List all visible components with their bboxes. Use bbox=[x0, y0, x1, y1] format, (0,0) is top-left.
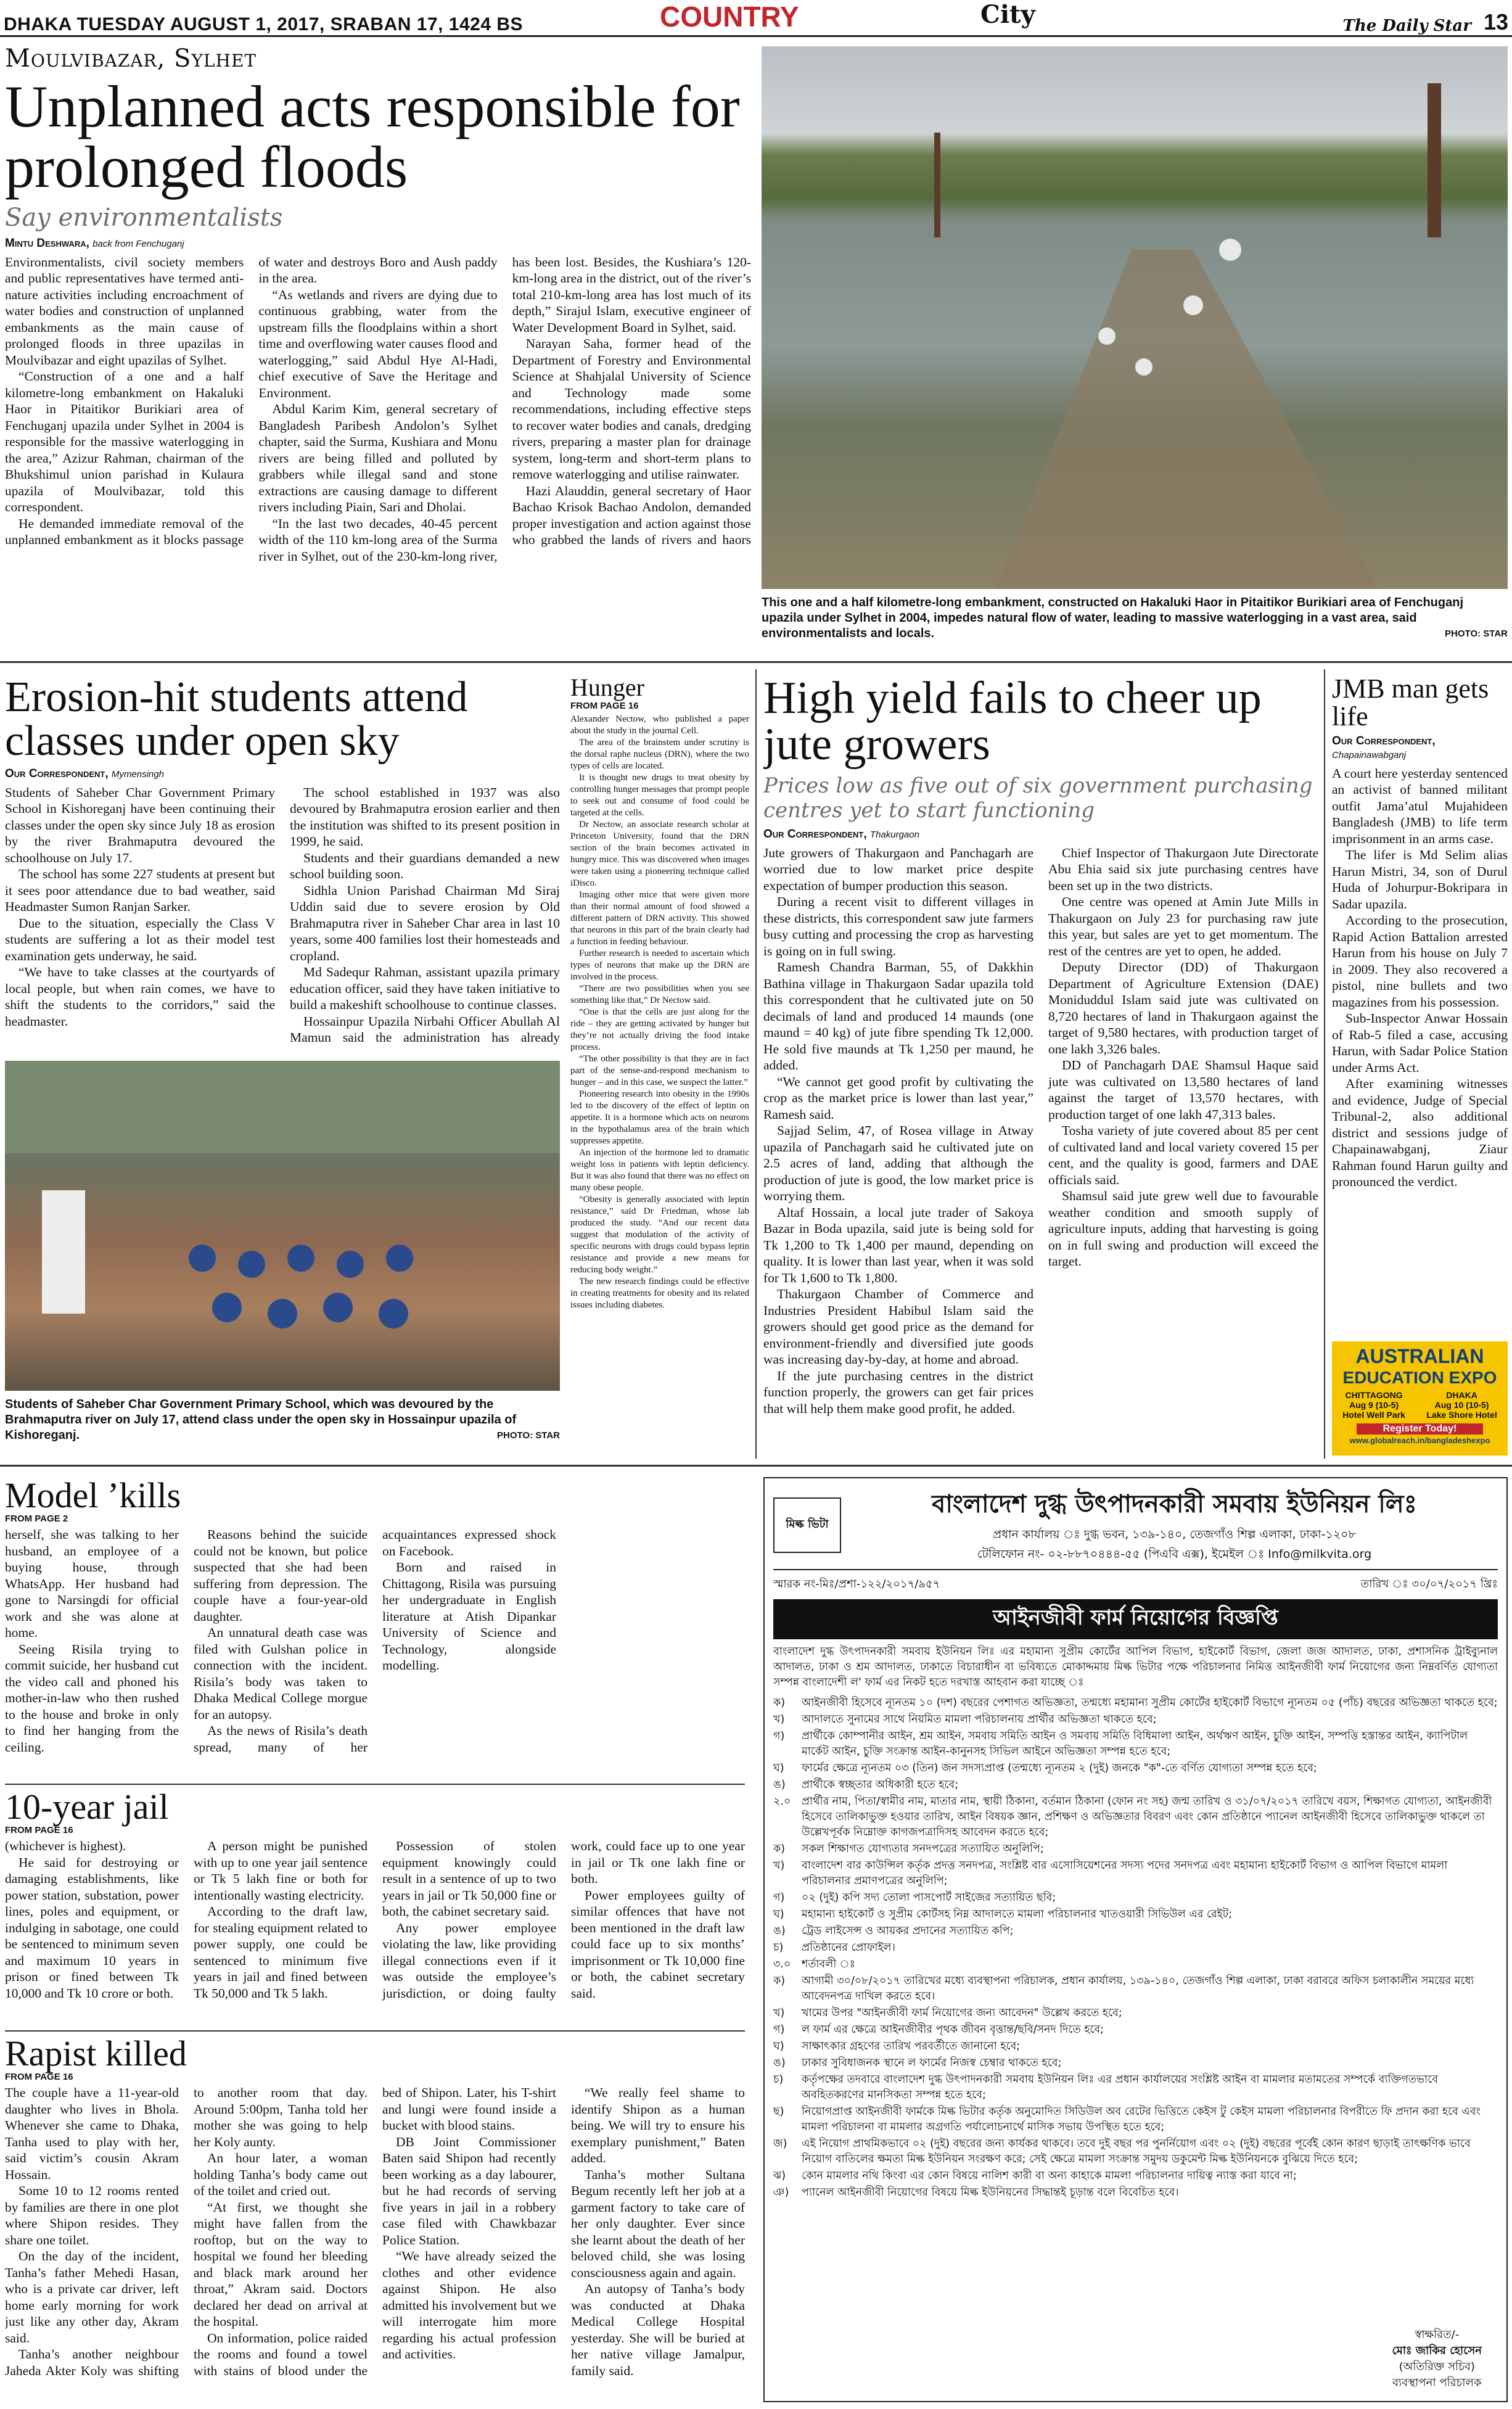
item-text: সকল শিক্ষাগত যোগ্যতার সনদপত্রের সত্যায়িত অনুলিপি; bbox=[802, 1843, 1044, 1855]
jute-subhead: Prices low as five out of six government purchasing centres yet to start functioning bbox=[763, 773, 1313, 823]
paragraph: Md Sadequr Rahman, assistant upazila primary education officer, said they have taken initiative to build a makeshift schoolhouse to continue classes. bbox=[290, 965, 560, 1013]
paragraph: Tanha’s mother Sultana Begum recently left her job at a garment factory to take care of her only daughter. Ever since she learnt about the death of her beloved child, she was losing consciousness again and again. bbox=[571, 2167, 745, 2280]
notice-item bbox=[773, 1890, 1498, 1906]
notice-item bbox=[773, 1924, 1498, 1939]
item-marker: ঙ) bbox=[773, 2057, 786, 2069]
erosion-photo bbox=[5, 1061, 560, 1391]
milk-vita-logo: মিল্ক ভিটা bbox=[773, 1497, 841, 1553]
paragraph: Imaging other mice that were given more than their normal amount of food showed a different pattern of DRN activity. This showed that neurons in this part of the brain clearly had a function in feeding behaviour. bbox=[570, 889, 749, 947]
paragraph: According to the prosecution, Rapid Action Battalion arrested Harun from his house on July 7 in 2009. They also recovered a pistol, nine bullets and two magazines from his possession. bbox=[1332, 913, 1508, 1010]
paragraph: Hossainpur Upazila Nirbahi Officer Abullah Al Mamun said the administration has already bbox=[290, 1013, 560, 1045]
flood-article bbox=[5, 44, 751, 661]
paragraph: He said for destroying or damaging establishments, like power station, substation, power lines, poles and equipment, or indulging in sabotage, one could be sentenced to minimum seven and maximum 10 years in prison or fined between Tk 10,000 and Tk 10 crore or both. bbox=[5, 1855, 179, 2001]
ad-line2: EDUCATION EXPO bbox=[1342, 1368, 1497, 1387]
notice-intro: বাংলাদেশ দুগ্ধ উৎপাদনকারী সমবায় ইউনিয়ন লিঃ এর মহামান্য সুপ্রীম কোর্টের আপিল বিভাগ, হাইকোর্ট বিভাগ, জেলা জজ আদালত, ঢাকা, প্রশাসনিক ট্রাইব্যুনাল আদালত, ঢাকা ও শ্রম আদালত, ঢাকাতে বিচারাধীন বা ভবিষ্যতে মোকাদ্দমায় মিল্ক ভিটার পক্ষে পরিচালনার নিমিত্ত আইনজীবী ফার্ম নিয়োগের জন্য নিম্নবর্ণিত যোগ্যতা সম্পন্ন বাংলাদেশী ল' ফার্ম এর নিকট হতে দরখাস্ত আহবান করা যাচ্ছে ঃ bbox=[773, 1645, 1498, 1689]
notice-item bbox=[773, 2072, 1498, 2103]
notice-item bbox=[773, 1858, 1498, 1889]
hunger-body bbox=[570, 714, 749, 1441]
item-text: ঢাকার সুবিধাজনক স্থানে ল ফার্মের নিজস্ব চেম্বার থাকতে হবে; bbox=[802, 2057, 1062, 2069]
rapist-body bbox=[5, 2085, 745, 2393]
jute-body bbox=[763, 845, 1318, 1431]
item-marker: চ) bbox=[773, 2073, 784, 2086]
item-text: শর্তাবলী ঃ bbox=[802, 1958, 855, 1970]
ad-city1: CHITTAGONG bbox=[1345, 1390, 1403, 1400]
hunger-jump: FROM PAGE 16 bbox=[570, 700, 639, 711]
notice-item bbox=[773, 1940, 1498, 1956]
item-marker: ২.০ bbox=[773, 1795, 791, 1808]
item-text: আইনজীবী হিসেবে ন্যূনতম ১০ (দশ) বছরের পেশাগত অভিজ্ঞতা, তন্মধ্যে মহামান্য সুপ্রীম কোর্টের হাইকোর্ট বিভাগে ন্যূনতম ০৫ (পাঁচ) বছরের অভিজ্ঞতা থাকতে হবে; bbox=[802, 1697, 1498, 1709]
sig-label: স্বাক্ষরিত/- bbox=[1415, 2328, 1460, 2341]
subsection-name: City bbox=[980, 0, 1035, 29]
item-marker: ঘ) bbox=[773, 1908, 784, 1921]
item-text: এই নিয়োগ প্রাথমিকভাবে ০২ (দুই) বছরের জন্য কার্যকর থাকবে। তবে দুই বছর পর পুনর্নিয়োগ এবং ০২ (দুই) বছরের পূর্বেই কোন কারণ ছাড়াই তাৎক্ষণিক ভাবে নিয়োগ বাতিলের ক্ষমতা মিল্ক ইউনিয়ন সংরক্ষণ করে; সেই ক্ষেত্রে মামলা সংক্রান্ত সমুদয় ডকুমেন্ট মিল্ক ইউনিয়নকে বুঝিয়ে দিতে হবে; bbox=[802, 2138, 1471, 2165]
paragraph: Hazi Alauddin, general secretary of Haor Bachao Krisok Bachao Andolon, demanded proper investigation and action against those who grabbed the lands of rivers and haors bbox=[512, 483, 751, 548]
column-rule bbox=[755, 669, 757, 1459]
paragraph: An hour later, a woman holding Tanha’s body came out of the toilet and cried out. bbox=[194, 2151, 368, 2199]
dateline: DHAKA TUESDAY AUGUST 1, 2017, SRABAN 17, 1424 BS bbox=[4, 14, 524, 35]
photo-credit: PHOTO: STAR bbox=[497, 1430, 560, 1441]
item-text: আদালতে সুনামের সাথে নিয়মিত মামলা পরিচালনায় প্রার্থীর অভিজ্ঞতা থাকতে হবে; bbox=[802, 1713, 1157, 1726]
paragraph: “We cannot get good profit by cultivating the crop as the market price is lower than last year,” Ramesh said. bbox=[763, 1074, 1033, 1122]
paragraph: Chief Inspector of Thakurgaon Jute Directorate Abu Ehia said six jute purchasing centres have been set up in the two districts. bbox=[1048, 845, 1318, 893]
paragraph: An injection of the hormone led to dramatic weight loss in patients with leptin deficiency. But it was also found that there was no effect on many obese people. bbox=[570, 1147, 749, 1193]
item-marker: খ) bbox=[773, 1713, 785, 1726]
paragraph: The couple have a 11-year-old daughter who lives in Bhola. Whenever she came to Dhaka, Tanha used to play with her, said victim’s cousin Akram Hossain. bbox=[5, 2085, 179, 2182]
paragraph: If the jute purchasing centres in the district function properly, the growers can get fair prices that will help them make good profit, he added. bbox=[763, 1368, 1033, 1416]
item-text: ০২ (দুই) কপি সদ্য তোলা পাসপোর্ট সাইজের সত্যায়িত ছবি; bbox=[802, 1892, 1056, 1904]
page-number: 13 bbox=[1483, 9, 1508, 35]
model-body bbox=[5, 1526, 745, 1767]
byline-location: back from Fenchuganj bbox=[92, 238, 184, 249]
paragraph: (whichever is highest). bbox=[5, 1839, 126, 1854]
notice-item bbox=[773, 2006, 1498, 2021]
paragraph: The area of the brainstem under scrutiny is the dorsal raphe nucleus (DRN), where the two types of cells are located. bbox=[570, 737, 749, 771]
paragraph: Sajjad Selim, 47, of Rosea village in Atway upazila of Panchagarh said he cultivated jute on 2.5 acres of land, adding that although the production of jute is good, the low market price is worrying them. bbox=[763, 1123, 1033, 1204]
erosion-caption bbox=[5, 1397, 560, 1459]
paragraph: An autopsy of Tanha’s body was conducted at Dhaka Medical College Hospital yesterday. She will be buried at her native village Jamalpur, family said. bbox=[571, 2281, 745, 2378]
notice-item bbox=[773, 1842, 1498, 1857]
paragraph: “In the last two decades, 40-45 percent width of the 110 km-long area of the Surma river in Sylhet, out of the 230-km-long river, has been lost. Besides, the Kushiara’s 120-km-long area in the district, out of the river’s total 210-km-long area has lost much of its depth,” Sirajul Islam, executive engineer of Water Development Board in Sylhet, said. bbox=[258, 254, 751, 564]
item-text: ট্রেড লাইসেন্স ও আয়কর প্রদানের সত্যায়িত কপি; bbox=[802, 1925, 1014, 1937]
notice-item bbox=[773, 1907, 1498, 1922]
class-photo-illustration bbox=[5, 1061, 560, 1391]
notice-item bbox=[773, 2022, 1498, 2038]
item-marker: গ) bbox=[773, 1730, 785, 1742]
item-marker: ঙ) bbox=[773, 1925, 786, 1937]
jute-headline: High yield fails to cheer up jute growers bbox=[763, 675, 1262, 770]
notice-phone: টেলিফোন নং- ০২-৮৮৭০৪৪৪-৫৫ (পিএবি এক্স), ইমেইল ঃ Info@milkvita.org bbox=[977, 1547, 1372, 1561]
sig-name: মোঃ জাকির হোসেন bbox=[1392, 2344, 1482, 2357]
paragraph: During a recent visit to different villages in these districts, this correspondent saw jute farmers busy cutting and processing the crop as harvesting is going on in full swing. bbox=[763, 894, 1033, 958]
paragraph: Alexander Nectow, who published a paper about the study in the journal Cell. bbox=[570, 714, 749, 736]
law-firm-notice bbox=[763, 1477, 1508, 2402]
item-marker: ক) bbox=[773, 1697, 786, 1709]
paragraph: Any power employee violating the law, like providing illegal connections even if it was outside the employee’s jurisdiction, or doing faulty work, could face up to one year in jail or Tk one lakh fine or both. bbox=[382, 1839, 745, 2001]
model-jump: FROM PAGE 2 bbox=[5, 1513, 68, 1525]
caption-text: Students of Saheber Char Government Primary School, which was devoured by the Brahmaputra river on July 17, attend class under the open sky in Hossainpur upazila of Kishoreganj. bbox=[5, 1398, 517, 1442]
jmb-headline: JMB man gets life bbox=[1332, 675, 1489, 731]
item-text: বাংলাদেশ বার কাউন্সিল কর্তৃক প্রদত্ত সনদপত্র, সংশ্লিষ্ট বার এসোসিয়েশনের সদস্য পদের সনদপত্র এবং মহামান্য হাইকোর্ট বিভাগ ও আপিল বিভাগে মামলা পরিচালনার প্রমাণপত্রের অনুলিপি; bbox=[802, 1859, 1448, 1887]
item-marker: খ) bbox=[773, 2007, 785, 2019]
education-expo-ad[interactable] bbox=[1332, 1341, 1508, 1456]
flood-photo bbox=[762, 46, 1508, 589]
item-text: প্রার্থীকে কোম্পানীর আইন, শ্রম আইন, সমবায় সমিতি আইন ও সমবায় সমিতি বিধিমালা আইন, অর্থঋণ আইন, চুক্তি আইন, সম্পত্তি হস্তান্তর আইন, ক্যাপিটাল মার্কেট আইন, চুক্তি সংক্রান্ত আইন-কানুনসহ সিভিল আইনে অভিজ্ঞতা সম্পন্ন হতে হবে; bbox=[802, 1730, 1468, 1758]
divider bbox=[5, 2030, 745, 2032]
item-text: প্রার্থীকে স্বচ্ছতার অধিকারী হতে হবে; bbox=[802, 1779, 959, 1791]
paragraph: Pioneering research into obesity in the 1990s led to the discovery of the effect of leptin on appetite. It is a hormone which acts on neurons in the hypothalamus area of the brain which suppresses appetite. bbox=[570, 1089, 749, 1146]
notice-item bbox=[773, 1957, 1498, 1972]
notice-items bbox=[773, 1695, 1498, 2201]
photo-credit: PHOTO: STAR bbox=[1445, 628, 1508, 639]
jail-jump: FROM PAGE 16 bbox=[5, 1825, 73, 1836]
notice-item bbox=[773, 2185, 1498, 2201]
item-marker: খ) bbox=[773, 1859, 785, 1872]
flood-body bbox=[5, 254, 751, 575]
jmb-body bbox=[1332, 765, 1508, 1246]
paragraph: A person might be punished with up to one year jail sentence or Tk 5 lakh fine or both for intentionally wasting electricity. bbox=[194, 1839, 368, 1903]
notice-item bbox=[773, 2136, 1498, 2167]
jail-body bbox=[5, 1838, 745, 2017]
paragraph: “We have already seized the clothes and other evidence against Shipon. He also admitted his involvement but we will interrogate him more regarding his actual profession and activities. bbox=[382, 2249, 556, 2362]
ad-venue2: Lake Shore Hotel bbox=[1426, 1410, 1497, 1420]
paragraph: “One is that the cells are just along for the ride – they are getting activated by hunger but they’re not actually driving the food intake process. bbox=[570, 1007, 749, 1052]
paragraph: Tosha variety of jute covered about 85 per cent of cultivated land and local variety covered 15 per cent, and the quality is good, farmers and DAE officials said. bbox=[1048, 1123, 1318, 1187]
paragraph: The school has some 227 students at present but it sees poor attendance due to bad weather, said Headmaster Sumon Ranjan Sarker. bbox=[5, 867, 275, 915]
notice-signature bbox=[1392, 2327, 1482, 2391]
paragraph: As the news of Risila’s death spread, many of her acquaintances expressed shock on Facebook. bbox=[194, 1527, 556, 1755]
notice-item bbox=[773, 2056, 1498, 2071]
paragraph: Thakurgaon Chamber of Commerce and Industries President Habibul Islam said the growers should get good price as the demand for environment-friendly and diversified jute goods was increasing day-by-day, at home and abroad. bbox=[763, 1287, 1033, 1367]
paragraph: It is thought new drugs to treat obesity by controlling hunger messages that prompt people to seek out and consume of food could be targeted at the cells. bbox=[570, 772, 749, 818]
item-marker: ঙ) bbox=[773, 1779, 786, 1791]
paragraph: Reasons behind the suicide could not be known, but police suspected that she had been suffering from depression. The couple have a four-year-old daughter. bbox=[194, 1527, 368, 1624]
paragraph: Further research is needed to ascertain which types of neurons that make up the DRN are involved in the process. bbox=[570, 948, 749, 982]
jute-byline bbox=[763, 828, 1318, 841]
item-marker: চ) bbox=[773, 1942, 784, 1954]
paragraph: One centre was opened at Amin Jute Mills in Thakurgaon on July 23 for purchasing raw jute this year, but sales are yet to get momentum. The rest of the centres are yet to open, he added. bbox=[1048, 894, 1318, 958]
rapist-article bbox=[5, 2035, 745, 2405]
item-text: ল ফার্ম এর ক্ষেত্রে আইনজীবীর পৃথক জীবন বৃত্তান্ত/ছবি/সনদ দিতে হবে; bbox=[802, 2024, 1104, 2036]
paragraph: Seeing Risila trying to commit suicide, her husband cut the video call and phoned his mother-in-law who then rushed to the house and broke in only to find her hanging from the ceiling. bbox=[5, 1641, 179, 1755]
item-marker: ৩.০ bbox=[773, 1958, 791, 1970]
paragraph: Due to the situation, especially the Class V students are suffering a lot as their model test examination gets underway, he said. bbox=[5, 915, 275, 963]
jail-headline: 10-year jail bbox=[5, 1789, 169, 1827]
paragraph: Students and their guardians demanded a new school building soon. bbox=[290, 850, 560, 882]
ad-date1: Aug 9 (10-5) bbox=[1349, 1400, 1399, 1410]
ad-venue1: Hotel Well Park bbox=[1342, 1410, 1405, 1420]
item-text: প্যানেল আইনজীবী নিয়োগের বিষয়ে মিল্ক ইউনিয়নের সিদ্ধান্তই চূড়ান্ত বলে বিবেচিত হবে। bbox=[802, 2186, 1179, 2199]
jute-article bbox=[763, 675, 1318, 1459]
paragraph: Jute growers of Thakurgaon and Panchagarh are worried due to low market price despite expectation of bumper production this season. bbox=[763, 845, 1033, 893]
ad-date2: Aug 10 (10-5) bbox=[1434, 1400, 1489, 1410]
item-marker: ঝ) bbox=[773, 2170, 786, 2182]
paragraph: He demanded immediate removal of the unplanned embankment as it blocks passage of water and destroys Boro and Aush paddy in the area. bbox=[5, 254, 498, 548]
erosion-headline: Erosion-hit students attend classes under open sky bbox=[5, 675, 468, 765]
ad-register-button[interactable]: Register Today! bbox=[1357, 1423, 1483, 1435]
jmb-byline bbox=[1332, 735, 1508, 762]
paragraph: DD of Panchagarh DAE Shamsul Haque said jute was cultivated on 13,580 hectares of land against the target of 13,570 hectares, with production target of one lakh 47,313 bales. bbox=[1048, 1058, 1318, 1122]
item-marker: ঘ) bbox=[773, 2040, 784, 2053]
paragraph: DB Joint Commissioner Baten said Shipon had recently been working as a day labourer, but he had records of serving five years in jail in a robbery case filed with Chawkbazar Police Station. bbox=[382, 2134, 556, 2247]
item-marker: ঘ) bbox=[773, 1762, 784, 1774]
notice-org: বাংলাদেশ দুগ্ধ উৎপাদনকারী সমবায় ইউনিয়ন লিঃ bbox=[932, 1490, 1417, 1518]
item-marker: ঞ) bbox=[773, 2186, 789, 2199]
paragraph: Born and raised in Chittagong, Risila was pursuing her undergraduate in English literature at Atish Dipankar University of Science and Technology, alongside modelling. bbox=[382, 1560, 556, 1673]
rapist-headline: Rapist killed bbox=[5, 2035, 187, 2073]
paragraph: The lifer is Md Selim alias Harun Mistri, 34, son of Durul Huda of Johurpur-Bokripara in Sadar upazila. bbox=[1332, 847, 1508, 912]
paragraph: herself, she was talking to her husband, an employee of a buying house, through WhatsApp. Her husband had gone to Narsingdi for official work and she was alone at home. bbox=[5, 1527, 179, 1641]
paragraph: On the day of the incident, Tanha’s father Mehedi Hasan, who is a private car driver, left home early morning for work just like any other day, Akram said. bbox=[5, 2249, 179, 2345]
item-marker: ছ) bbox=[773, 2106, 784, 2118]
hunger-article bbox=[570, 675, 749, 1459]
embankment-photo-illustration bbox=[762, 46, 1508, 589]
item-text: নিয়োগপ্রাপ্ত আইনজীবী ফার্মকে মিল্ক ভিটার কর্তৃক অনুমোদিত সিডিউল অব রেটের ভিত্তিতে কেইস টু কেইস মামলা পরিচালনার বিপরীতে ফি প্রদান করা হবে এবং মামলা পরিচালনা বা মামলার অগ্রগতি পর্যালোচনার্থে মাসিক সভায় উপস্থিত হতে হবে; bbox=[802, 2106, 1481, 2133]
notice-address: প্রধান কার্যালয় ঃ দুগ্ধ ভবন, ১৩৯-১৪০, তেজগাঁও শিল্প এলাকা, ঢাকা-১২০৮ bbox=[993, 1528, 1356, 1541]
paragraph: Altaf Hossain, a local jute trader of Sakoya Bazar in Boda upazila, said jute is being sold for Tk 1,200 to Tk 1,400 per maund, depending on quality. It is lower than last year, when it was sold for Tk 1,600 to Tk 1,800. bbox=[763, 1204, 1033, 1285]
item-text: মহামান্য হাইকোর্ট ও সুপ্রীম কোর্টসহ নিম্ন আদালতে মামলা পরিচালনার খাতওয়ারী সিভিউল এর রেইট; bbox=[802, 1908, 1233, 1921]
notice-item bbox=[773, 1695, 1498, 1711]
divider bbox=[0, 1465, 1512, 1467]
paragraph: Dr Nectow, an associate research scholar at Princeton University, found that the DRN section of the brain becomes activated in hungry mice. This was discovered when images were taken using a pioneering technique called iDisco. bbox=[570, 819, 749, 888]
byline-name: Our Correspondent, bbox=[5, 767, 109, 780]
paragraph: “Obesity is generally associated with leptin resistance,” said Dr Friedman, whose lab produced the study. “And our recent data suggest that modulation of the activity of specific neurons with drugs could bypass leptin resistance and provide a new means for reducing body weight.” bbox=[570, 1194, 749, 1275]
paragraph: Possession of stolen equipment knowingly could result in a sentence of up to two years in jail or Tk 50,000 fine or both, the cabinet secretary said. bbox=[382, 1839, 556, 1919]
notice-item bbox=[773, 2168, 1498, 2184]
ad-line1: AUSTRALIAN bbox=[1355, 1345, 1484, 1367]
paragraph: Environmentalists, civil society members and public representatives have termed anti-nature activities including encroachment of water bodies and construction of unplanned embankments as the main cause of prolonged floods in three upazilas in Moulvibazar and eight upazilas of Sylhet. bbox=[5, 254, 244, 368]
item-text: আগামী ৩০/০৮/২০১৭ তারিখের মধ্যে ব্যবস্থাপনা পরিচালক, প্রধান কার্যালয়, ১৩৯-১৪০, তেজগাঁও শিল্প এলাকা, ঢাকা বরাবরে অফিস চলাকালীন সময়ের মধ্যে আবেদনপত্র দাখিল করতে হবে। bbox=[802, 1975, 1474, 2003]
paragraph: Students of Saheber Char Government Primary School in Kishoreganj have been continuing their classes under the open sky since July 18 as erosion by the river Brahmaputra devoured the schoolhouse on July 17. bbox=[5, 784, 275, 865]
notice-item bbox=[773, 1712, 1498, 1727]
notice-item bbox=[773, 1794, 1498, 1840]
byline-name: Our Correspondent, bbox=[763, 827, 867, 841]
paragraph: “There are two possibilities when you see something like that,” Dr Nectow said. bbox=[570, 983, 749, 1005]
divider bbox=[5, 1784, 745, 1785]
paragraph: Sub-Inspector Anwar Hossain of Rab-5 filed a case, accusing Harun, with Sadar Police Station under Arms Act. bbox=[1332, 1011, 1508, 1075]
notice-date: তারিখ ঃ ৩০/০৭/২০১৭ খ্রিঃ bbox=[1360, 1578, 1498, 1591]
paragraph: The school established in 1937 was also devoured by Brahmaputra erosion earlier and then the institution was shifted to its present position in 1999, he said. bbox=[290, 784, 560, 849]
byline-location: Chapainawabganj bbox=[1332, 749, 1407, 760]
item-marker: ক) bbox=[773, 1843, 786, 1855]
caption-text: This one and a half kilometre-long embankment, constructed on Hakaluki Haor in Pitaitikor Burikiari area of Fenchuganj upazila under Sylhet in 2004, impedes natural flow of water, leading to massive waterlogging in a vast area, said environmentalists and locals. bbox=[762, 596, 1464, 640]
item-marker: ক) bbox=[773, 1975, 786, 1987]
paragraph: Ramesh Chandra Barman, 55, of Dakkhin Bathina village in Thakurgaon Sadar upazila told this correspondent that he cultivated jute on 50 decimals of land and produced 14 maunds (one maund = 40 kg) of jute fibre spending Tk 12,000. He sold five maunds at Tk 1,250 per maund, he added. bbox=[763, 960, 1033, 1073]
byline-location: Mymensingh bbox=[111, 768, 164, 780]
paragraph: “We really feel shame to identify Shipon as a human being. We will try to ensure his exemplary punishment,” Baten added. bbox=[571, 2085, 745, 2166]
item-marker: গ) bbox=[773, 1892, 785, 1904]
byline-name: Our Correspondent, bbox=[1332, 734, 1436, 747]
item-text: সাক্ষাৎকার গ্রহণের তারিখ পরবর্তীতে জানানো হবে; bbox=[802, 2040, 1021, 2053]
paragraph: Some 10 to 12 rooms rented by families are there in one plot where Shipon resides. They share one toilet. bbox=[5, 2183, 179, 2247]
item-text: ফার্মের ক্ষেত্রে ন্যূনতম ০৩ (তিন) জন সদস্যপ্রাপ্ত (তন্মধ্যে ন্যূনতম ২ (দুই) জনকে "ক"-তে বর্ণিত যোগ্যতা সম্পন্ন হতে হবে; bbox=[802, 1762, 1317, 1774]
paragraph: According to the draft law, for stealing equipment related to power supply, one could be sentenced to minimum five years in jail and fined between Tk 50,000 and Tk 5 lakh. bbox=[194, 1904, 368, 2001]
jail-article bbox=[5, 1789, 745, 2029]
model-headline: Model ’kills bbox=[5, 1477, 181, 1515]
erosion-body bbox=[5, 784, 560, 1050]
item-text: প্রতিষ্ঠানের প্রোফাইল। bbox=[802, 1942, 895, 1954]
notice-item bbox=[773, 2104, 1498, 2135]
paragraph: Deputy Director (DD) of Thakurgaon Department of Agriculture Extension (DAE) Moniduddul Islam said jute was cultivated on 8,720 hectares of land in Thakurgaon against the target of 9,580 hectares, with production target of one lakh 3,326 bales. bbox=[1048, 960, 1318, 1056]
column-rule bbox=[1324, 669, 1325, 1459]
jmb-article bbox=[1332, 675, 1508, 1403]
paragraph: After examining witnesses and evidence, Judge of Special Tribunal-2, also additional district and sessions judge of Chapainawabganj, Ziaur Rahman found Harun guilty and pronounced the verdict. bbox=[1332, 1076, 1508, 1190]
item-text: প্রার্থীর নাম, পিতা/স্বামীর নাম, মাতার নাম, স্থায়ী ঠিকানা, বর্তমান ঠিকানা (ফোন নং সহ) জন্ম তারিখ ও ৩১/০৭/২০১৭ তারিখে বয়স, শিক্ষাগত যোগ্যতা, আইনজীবী হিসেবে তালিকাভুক্ত হওয়ার তারিখ, আইন বিষয়ক জ্ঞান, প্রশিক্ষণ ও অভিজ্ঞতার বিবরণ এবং কোন প্রতিষ্ঠানে প্যানেল আইনজীবী হিসেবে তালিকাভুক্ত থাকলে তা উল্লেখপূর্বক নিম্নোক্ত কাগজপত্রাদিসহ আবেদন করতে হবে; bbox=[802, 1795, 1492, 1839]
rapist-jump: FROM PAGE 16 bbox=[5, 2072, 73, 2083]
paragraph: “We have to take classes at the courtyards of local people, but when rain comes, we have to shift the students to the corridors,” said the headmaster. bbox=[5, 965, 275, 1029]
item-marker: জ) bbox=[773, 2138, 787, 2150]
byline-name: Mintu Deshwara, bbox=[5, 236, 89, 250]
flood-dateline: Moulvibazar, Sylhet bbox=[5, 44, 257, 73]
notice-item bbox=[773, 1777, 1498, 1793]
paragraph: Sidhla Union Parishad Chairman Md Siraj Uddin said due to severe erosion by Old Brahmaputra river in Saheber Char area in last 10 years, some 400 families lost their homesteads and cropland. bbox=[290, 883, 560, 963]
sig-title1: (অতিরিক্ত সচিব) bbox=[1399, 2360, 1475, 2373]
flood-byline bbox=[5, 237, 751, 250]
paragraph: Shamsul said jute grew well due to favourable weather condition and smooth supply of agriculture inputs, adding that harvesting is going on in full swing and production will exceed the target. bbox=[1048, 1188, 1318, 1269]
ad-city2: DHAKA bbox=[1446, 1390, 1477, 1400]
byline-location: Thakurgaon bbox=[869, 829, 919, 840]
notice-item bbox=[773, 2039, 1498, 2054]
flood-caption bbox=[762, 595, 1508, 651]
paragraph: An unnatural death case was filed with Gulshan police in connection with the incident. Risila’s body was taken to Dhaka Medical College morgue for an autopsy. bbox=[194, 1625, 368, 1722]
page-header bbox=[0, 0, 1512, 37]
paragraph: Abdul Karim Kim, general secretary of Bangladesh Paribesh Andolon’s Sylhet chapter, said the Surma, Kushiara and Monu rivers are being filled and polluted by grabbers while illegal sand and stone extractions are causing damage to different rivers including Piain, Sari and Dholai. bbox=[258, 402, 498, 515]
masthead-logo: The Daily Star bbox=[1342, 17, 1471, 35]
notice-memo: স্মারক নং-মিঃ/প্রশা-১২২/২০১৭/৯৫৭ bbox=[773, 1578, 940, 1591]
paragraph: “Construction of a one and a half kilometre-long embankment on Hakaluki Haor in Pitaitikor Burikiari area of Fenchuganj upazila under Sylhet in 2004 is responsible for the massive waterlogging in the area,” Azizur Rahman, chairman of the Bhukshimul union parishad in Kulaura upazila of Moulvibazar, told this correspondent. bbox=[5, 369, 244, 515]
paragraph: Narayan Saha, former head of the Department of Forestry and Environmental Science at Shahjalal University of Science and Technology made some recommendations, including effective steps to recover water bodies and canals, dredging rivers, preparing a master plan for drainage system, long-term and short-term plans to remove waterlogging and utilise rainwater. bbox=[512, 336, 751, 482]
section-name: COUNTRY bbox=[660, 1, 799, 33]
erosion-byline bbox=[5, 767, 560, 781]
paragraph: Power employees guilty of similar offences that have not been mentioned in the draft law could face up to six months’ imprisonment or Tk 10,000 fine or both, the cabinet secretary said. bbox=[571, 1887, 745, 2001]
notice-banner: আইনজীবী ফার্ম নিয়োগের বিজ্ঞপ্তি bbox=[773, 1599, 1498, 1639]
model-article bbox=[5, 1477, 745, 1779]
sig-title2: ব্যবস্থাপনা পরিচালক bbox=[1392, 2376, 1482, 2389]
paragraph: “As wetlands and rivers are dying due to continuous grabbing, water from the upstream fills the floodplains within a short time and overflowing water causes flood and waterlogging,” said Abdul Hye Al-Hadi, chief executive of Save the Heritage and Environment. bbox=[258, 287, 498, 400]
item-text: খামের উপর "আইনজীবী ফার্ম নিয়োগের জন্য আবেদন" উল্লেখ করতে হবে; bbox=[802, 2007, 1122, 2019]
notice-item bbox=[773, 1974, 1498, 2004]
paragraph: A court here yesterday sentenced an activist of banned militant outfit Jama’atul Mujahideen Bangladesh (JMB) to life term imprisonment in an arms case. bbox=[1332, 765, 1508, 846]
divider bbox=[0, 661, 1512, 663]
item-marker: গ) bbox=[773, 2024, 785, 2036]
notice-item bbox=[773, 1761, 1498, 1776]
notice-item bbox=[773, 1729, 1498, 1760]
paragraph: “At first, we thought she might have fallen from the rooftop, but on the way to hospital we found her bleeding and black mark around her throat,” Akram said. Doctors declared her dead on arrival at the hospital. bbox=[194, 2199, 368, 2329]
paragraph: “The other possibility is that they are in fact part of the sense-and-respond mechanism to hunger – and in this case, we suspect the latter.” bbox=[570, 1053, 749, 1087]
item-text: কোন মামলার নথি কিংবা এর কোন বিষয়ে নালিশ কারী বা অন্য কাহাকে মামলা পরিচালনার দায়িত্ব ন্যাস্ত করা যাবে না; bbox=[802, 2170, 1297, 2182]
ad-url[interactable]: www.globalreach.in/bangladeshexpo bbox=[1349, 1436, 1490, 1445]
flood-subhead: Say environmentalists bbox=[5, 203, 283, 232]
flood-headline: Unplanned acts responsible for prolonged floods bbox=[5, 73, 740, 200]
item-text: কর্তৃপক্ষের তদবারে বাংলাদেশ দুগ্ধ উৎপাদনকারী সমবায় ইউনিয়ন লিঃ এর প্রধান কার্যালয়ের সংশ্লিষ্ট আইন বা মামলার মতামতের সম্পর্কে ব্যক্তিগতভাবে অবহিতকরণের মানসিকতা সম্পন্ন হতে হবে; bbox=[802, 2073, 1438, 2101]
paragraph: Tanha’s another neighbour Jaheda Akter Koly was shifting to another room that day. Around 5:00pm, Tanha told her mother she was going to help her Koly aunty. bbox=[5, 2085, 368, 2378]
paragraph: The new research findings could be effective in creating treatments for obesity and its related issues including diabetes. bbox=[570, 1276, 749, 1310]
hunger-headline: Hunger bbox=[570, 675, 644, 701]
paragraph: On information, police raided the rooms and found a towel with stains of blood under the bed of Shipon. Later, his T-shirt and lungi were found inside a bucket with blood stains. bbox=[194, 2085, 556, 2378]
